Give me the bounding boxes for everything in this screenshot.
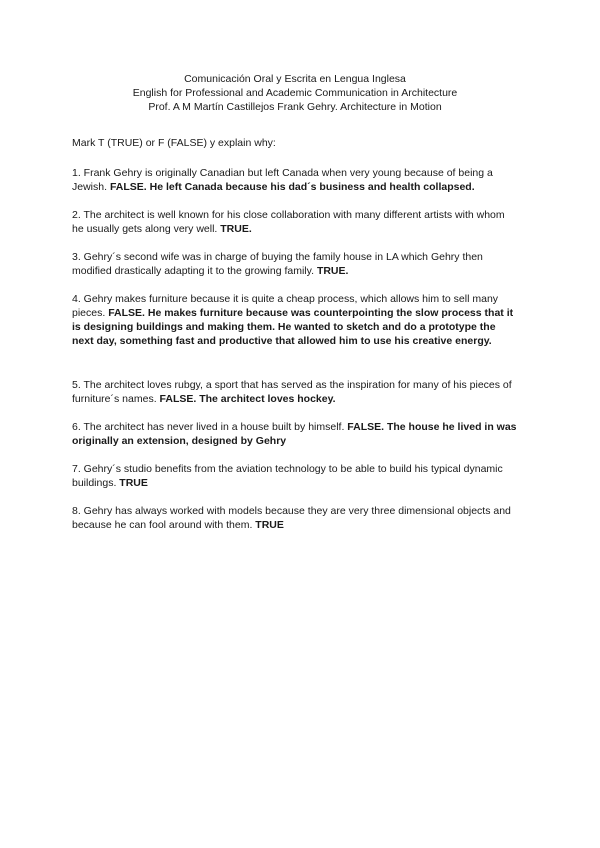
instructions: Mark T (TRUE) or F (FALSE) y explain why: (72, 137, 276, 149)
question-list (72, 166, 518, 532)
question-item (72, 292, 518, 348)
question-answer: TRUE (119, 477, 148, 489)
professor-and-topic: Prof. A M Martín Castillejos Frank Gehry. Architecture in Motion (148, 101, 442, 113)
question-answer: FALSE. He left Canada because his dad´s business and health collapsed. (109, 181, 475, 193)
course-title-english: English for Professional and Academic Communication in Architecture (132, 87, 458, 99)
question-text: 8. Gehry has always worked with models because they are very three dimensional objects and because he can fool around with them. (72, 505, 511, 531)
question-text: 6. The architect has never lived in a house built by himself. (72, 421, 348, 433)
question-text: 2. The architect is well known for his close collaboration with many different artists with whom he usually gets along very well. (72, 209, 505, 235)
question-text: 4. Gehry makes furniture because it is quite a cheap process, which allows him to sell many pieces. (72, 293, 499, 319)
question-answer: FALSE. He makes furniture because was counterpointing the slow process that it is designing buildings and making them. He wanted to sketch and do a prototype the next day, something fast and productive that allowed him to use his creative energy. (72, 307, 514, 347)
question-item (72, 504, 518, 532)
question-item (72, 208, 518, 236)
question-text: 1. Frank Gehry is originally Canadian but left Canada when very young because of being a Jewish. (72, 167, 493, 193)
question-item (72, 462, 518, 490)
question-answer: TRUE (255, 519, 284, 531)
question-text: 3. Gehry´s second wife was in charge of buying the family house in LA which Gehry then modified drastically adapting it to the growing family. (72, 251, 483, 277)
question-text: 7. Gehry´s studio benefits from the aviation technology to be able to build his typical dynamic buildings. (72, 463, 503, 489)
question-answer: TRUE. (220, 223, 252, 235)
document-header (72, 72, 518, 114)
course-title-spanish: Comunicación Oral y Escrita en Lengua Inglesa (184, 73, 406, 85)
question-item (72, 250, 518, 278)
question-text: 5. The architect loves rubgy, a sport that has served as the inspiration for many of his pieces of furniture´s names. (72, 379, 512, 405)
question-answer: FALSE. The house he lived in was originally an extension, designed by Gehry (72, 421, 517, 447)
question-answer: FALSE. The architect loves hockey. (159, 393, 336, 405)
question-item (72, 166, 518, 194)
question-item (72, 378, 518, 406)
question-item (72, 420, 518, 448)
question-answer: TRUE. (316, 265, 349, 277)
